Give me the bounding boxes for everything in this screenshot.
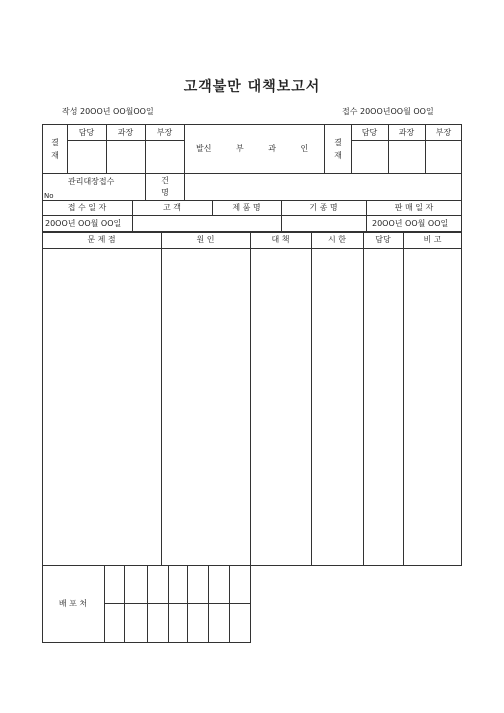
received-date: 접수 20OO년OO월 OO일 [342,107,434,116]
written-date: 작성 20OO년 OO월OO일 [62,107,154,116]
distribution-label: 배 포 처 [58,599,88,608]
main-header-deadline: 시 한 [328,235,346,244]
info-value-sale-date: 20OO년 OO월 OO일 [372,219,449,228]
approval-left-header-3: 부장 [156,128,173,137]
subject-label: 건 명 [161,176,169,197]
approval-right-header-2: 과장 [398,128,415,137]
info-header-model-name: 기 종 명 [309,203,338,212]
info-header-receipt-date: 접 수 일 자 [67,203,107,212]
info-header-customer: 고 객 [163,203,181,212]
approval-left-header-1: 담당 [78,128,95,137]
info-header-sale-date: 판 매 일 자 [394,203,434,212]
management-label: 관리대장접수 [68,177,115,186]
approval-right-header-3: 부장 [435,128,452,137]
main-header-remarks: 비 고 [423,235,442,244]
main-header-countermeasure: 대 책 [271,235,290,244]
info-value-receipt-date: 20OO년 OO월 OO일 [45,219,122,228]
main-header-problem: 문 제 점 [87,235,116,244]
info-header-product-name: 제 품 명 [232,203,261,212]
approval-left-header-2: 과장 [117,128,134,137]
approval-left-label: 결 재 [51,138,59,160]
approval-right-label: 결 재 [334,138,342,160]
approval-right-header-1: 담당 [361,128,378,137]
main-table-frame [42,232,462,566]
main-header-cause: 원 인 [196,235,215,244]
document-title: 고객불만 대책보고서 [183,79,321,95]
management-no-label: No [44,192,54,200]
main-header-manager: 담당 [375,235,391,244]
sender-label: 발신 부 과 인 [196,144,309,153]
